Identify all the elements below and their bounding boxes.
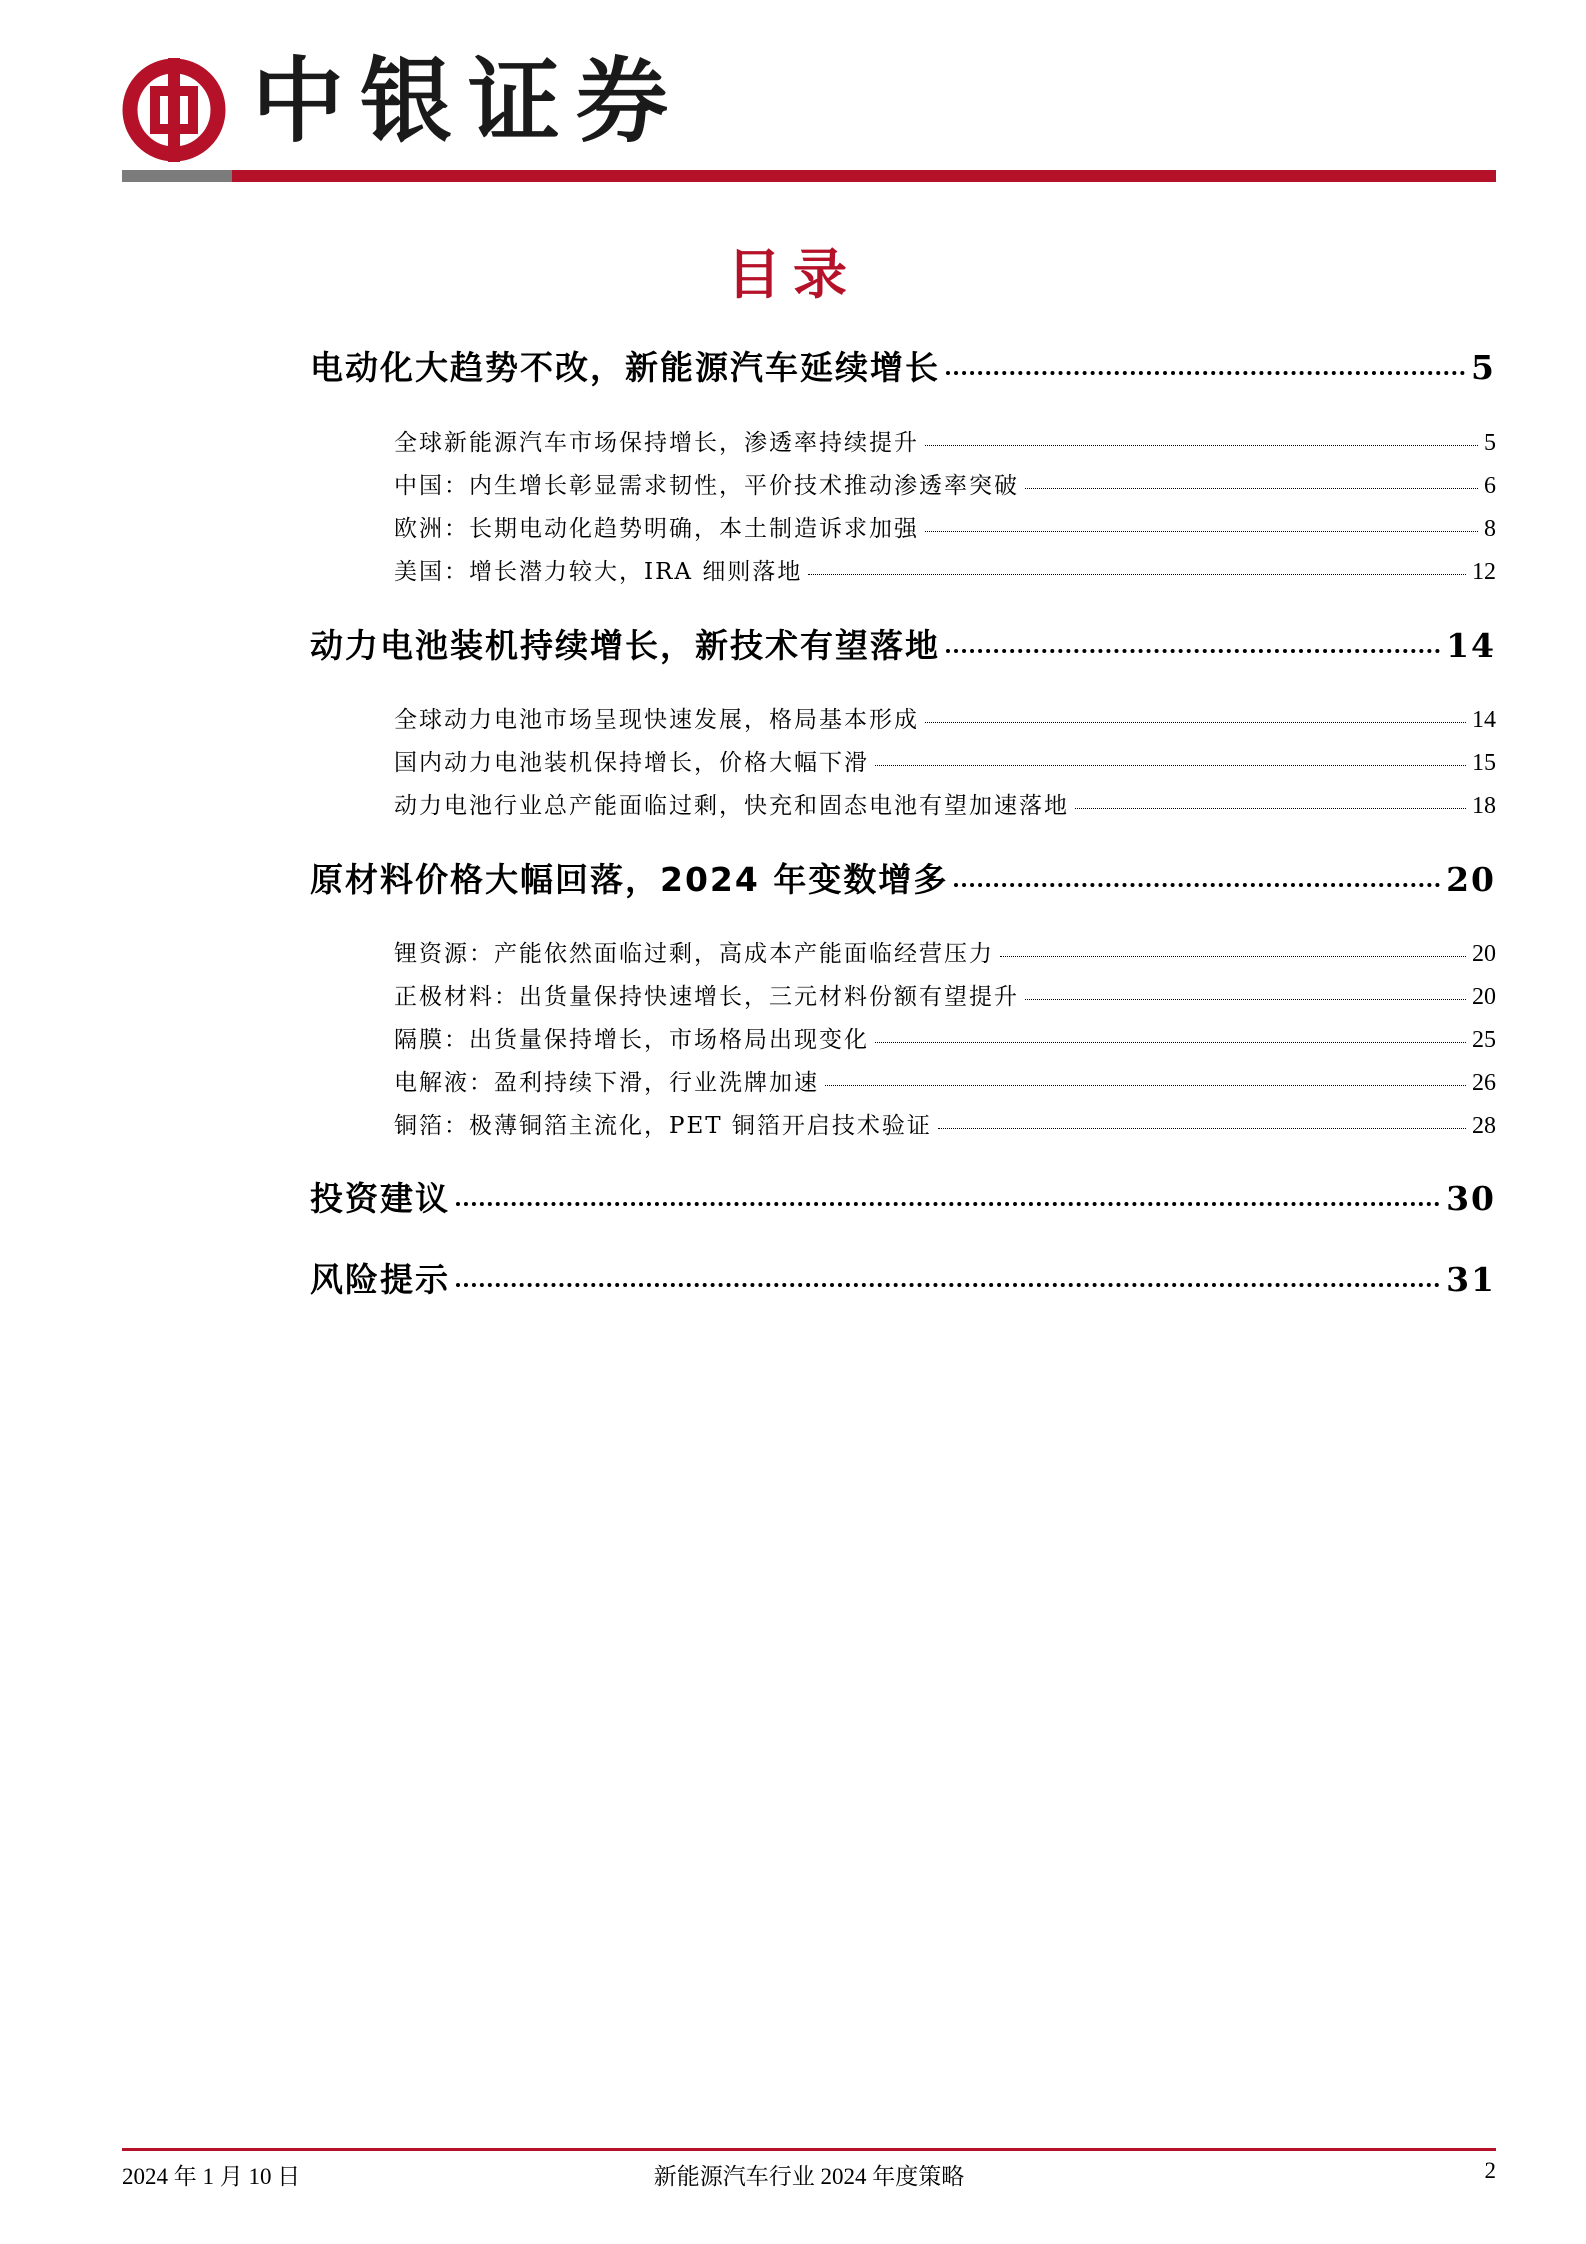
toc-subsection-page: 5 <box>1484 430 1496 456</box>
toc-section-label: 投资建议 <box>310 1179 450 1218</box>
toc-section[interactable] <box>310 854 1496 901</box>
toc-section-page: 5 <box>1471 348 1496 387</box>
footer-report-title: 新能源汽车行业 2024 年度策略 <box>653 2164 965 2189</box>
toc-section-label: 动力电池装机持续增长，新技术有望落地 <box>310 626 940 665</box>
toc-section[interactable] <box>310 342 1496 389</box>
page-header <box>0 0 1586 190</box>
toc-subsection-page: 25 <box>1472 1027 1496 1053</box>
dot-leader <box>925 531 1478 532</box>
dot-leader <box>1075 808 1466 809</box>
toc-subsection-page: 6 <box>1484 473 1496 499</box>
toc-subsection-label: 中国：内生增长彰显需求韧性，平价技术推动渗透率突破 <box>394 473 1019 499</box>
footer-rule <box>122 2148 1496 2151</box>
header-rule-red <box>232 170 1496 182</box>
toc-section[interactable] <box>310 620 1496 667</box>
toc-subsection-label: 全球动力电池市场呈现快速发展，格局基本形成 <box>394 707 919 733</box>
toc-subsection-label: 正极材料：出货量保持快速增长，三元材料份额有望提升 <box>394 984 1019 1010</box>
toc-subsection-label: 国内动力电池装机保持增长，价格大幅下滑 <box>394 750 869 776</box>
dot-leader <box>938 1128 1466 1129</box>
toc-subsection[interactable] <box>310 1021 1496 1054</box>
dot-leader <box>946 371 1465 375</box>
dot-leader <box>1025 488 1478 489</box>
dot-leader <box>925 722 1466 723</box>
toc-subsection-page: 18 <box>1472 793 1496 819</box>
toc-section[interactable] <box>310 1254 1496 1301</box>
toc-subsection-label: 锂资源：产能依然面临过剩，高成本产能面临经营压力 <box>394 941 994 967</box>
toc-subsection-label: 欧洲：长期电动化趋势明确，本土制造诉求加强 <box>394 516 919 542</box>
toc-subsection[interactable] <box>310 1064 1496 1097</box>
toc-subsection-label: 全球新能源汽车市场保持增长，渗透率持续提升 <box>394 430 919 456</box>
toc-subsection-page: 12 <box>1472 559 1496 585</box>
dot-leader <box>954 883 1440 887</box>
dot-leader <box>875 765 1466 766</box>
toc-subsection[interactable] <box>310 744 1496 777</box>
toc-subsection-label: 动力电池行业总产能面临过剩，快充和固态电池有望加速落地 <box>394 793 1069 819</box>
dot-leader <box>1000 956 1466 957</box>
toc-section-label: 原材料价格大幅回落，2024 年变数增多 <box>310 860 949 899</box>
dot-leader <box>1025 999 1466 1000</box>
toc-subsection[interactable] <box>310 787 1496 820</box>
footer-date: 2024 年 1 月 10 日 <box>122 2164 301 2189</box>
toc-subsection-page: 20 <box>1472 941 1496 967</box>
dot-leader <box>875 1042 1466 1043</box>
dot-leader <box>925 445 1478 446</box>
toc-subsection[interactable] <box>310 553 1496 586</box>
bank-of-china-logo-icon <box>122 58 226 162</box>
toc-subsection[interactable] <box>310 935 1496 968</box>
toc-subsection-page: 28 <box>1472 1113 1496 1139</box>
toc-section-label: 风险提示 <box>310 1260 450 1299</box>
toc-section[interactable] <box>310 1173 1496 1220</box>
toc-subsection-label: 铜箔：极薄铜箔主流化，PET 铜箔开启技术验证 <box>394 1113 932 1139</box>
toc-section-page: 20 <box>1446 860 1496 899</box>
footer-page-number: 2 <box>1484 2158 1496 2183</box>
toc-section-page: 30 <box>1446 1179 1496 1218</box>
toc-subsection[interactable] <box>310 701 1496 734</box>
toc-subsection-page: 14 <box>1472 707 1496 733</box>
toc-subsection-label: 电解液：盈利持续下滑，行业洗牌加速 <box>394 1070 819 1096</box>
dot-leader <box>456 1283 1440 1287</box>
toc-subsection[interactable] <box>310 510 1496 543</box>
toc-section-label: 电动化大趋势不改，新能源汽车延续增长 <box>310 348 940 387</box>
toc-subsection[interactable] <box>310 424 1496 457</box>
toc-title: 目录 <box>727 243 859 306</box>
dot-leader <box>456 1202 1440 1206</box>
dot-leader <box>808 574 1466 575</box>
dot-leader <box>825 1085 1466 1086</box>
toc-subsection-label: 美国：增长潜力较大，IRA 细则落地 <box>394 559 803 585</box>
toc-subsection-page: 15 <box>1472 750 1496 776</box>
dot-leader <box>946 649 1440 653</box>
toc-subsection-page: 26 <box>1472 1070 1496 1096</box>
toc-subsection-page: 8 <box>1484 516 1496 542</box>
toc-subsection-page: 20 <box>1472 984 1496 1010</box>
brand-name: 中银证券 <box>252 48 685 155</box>
page-footer <box>122 2158 1496 2194</box>
toc-subsection[interactable] <box>310 978 1496 1011</box>
header-rule-gray <box>122 170 232 182</box>
toc-subsection[interactable] <box>310 467 1496 500</box>
toc-subsection-label: 隔膜：出货量保持增长，市场格局出现变化 <box>394 1027 869 1053</box>
toc-section-page: 14 <box>1446 626 1496 665</box>
toc-subsection[interactable] <box>310 1107 1496 1140</box>
toc-section-page: 31 <box>1446 1260 1496 1299</box>
